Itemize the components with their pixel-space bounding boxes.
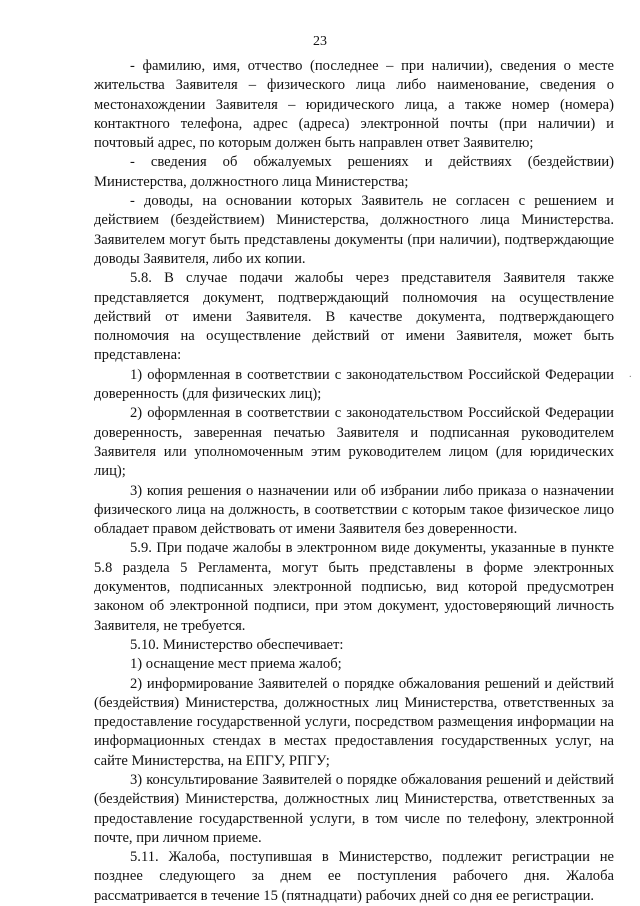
paragraph-5-10-item-1: 1) оснащение мест приема жалоб; [130, 656, 342, 673]
paragraph-5-10-item-2: 2) информирование Заявителей о порядке обжалования решений и действий (бездействия) Министерства, должностных лиц Министерства, ответственных за предоставление государственной услуги, посредством размещения информации на информационных стендах в местах предоставления государственных услуг, на сайте Министерства, на ЕПГУ, РПГУ; [94, 675, 614, 769]
page-number: 23 [313, 34, 327, 49]
paragraph-5-8-item-1: 1) оформленная в соответствии с законодательством Российской Федерации доверенность (для физических лиц); [94, 366, 614, 403]
paragraph-5-9: 5.9. При подаче жалобы в электронном виде документы, указанные в пункте 5.8 раздела 5 Регламента, могут быть представлены в форме электронных документов, подписанных электронной подписью, вид которой предусмотрен законом об электронной подписи, при этом документ, удостоверяющий личность Заявителя, не требуется. [94, 540, 614, 634]
paragraph-5-10: 5.10. Министерство обеспечивает: [130, 636, 344, 653]
scan-mark: · [628, 372, 632, 383]
paragraph-5-11: 5.11. Жалоба, поступившая в Министерство, подлежит регистрации не позднее следующего за днем ее поступления рабочего дня. Жалоба рассматривается в течение 15 (пятнадцати) рабочих дней со дня ее регистрации. [94, 849, 614, 904]
paragraph-appealed-decisions: - сведения об обжалуемых решениях и действиях (бездействии) Министерства, должностного лица Министерства; [94, 154, 614, 190]
paragraph-applicant-details: - фамилию, имя, отчество (последнее – при наличии), сведения о месте жительства Заявителя – физического лица либо наименование, сведения о местонахождении Заявителя – юридического лица, а также номер (номера) контактного телефона, адрес (адреса) электронной почты (при наличии) и почтовый адрес, по которым должен быть направлен ответ Заявителю; [94, 58, 614, 152]
paragraph-5-10-item-3: 3) консультирование Заявителей о порядке обжалования решений и действий (бездействия) Министерства, должностных лиц Министерства, ответственных за предоставление государственной услуги, в том числе по телефону, электронной почте, при личном приеме. [94, 771, 614, 846]
paragraph-5-8-item-3: 3) копия решения о назначении или об избрании либо приказа о назначении физического лица на должность, в соответствии с которым такое физическое лицо обладает правом действовать от имени Заявителя без доверенности. [94, 482, 614, 538]
paragraph-5-8: 5.8. В случае подачи жалобы через представителя Заявителя также представляется документ, подтверждающий полномочия на осуществление действий от имени Заявителя. В качестве документа, подтверждающего полномочия на осуществление действий от имени Заявителя, может быть представлена: [94, 270, 614, 364]
paragraph-arguments: - доводы, на основании которых Заявитель не согласен с решением и действием (бездействием) Министерства, должностного лица Министерства. Заявителем могут быть представлены документы (при наличии), подтверждающие доводы Заявителя, либо их копии. [94, 193, 614, 267]
paragraph-5-8-item-2: 2) оформленная в соответствии с законодательством Российской Федерации доверенность, заверенная печатью Заявителя и подписанная руководителем Заявителя или уполномоченным этим руководителем лицом (для юридических лиц); [94, 405, 614, 480]
document-body [94, 57, 614, 906]
